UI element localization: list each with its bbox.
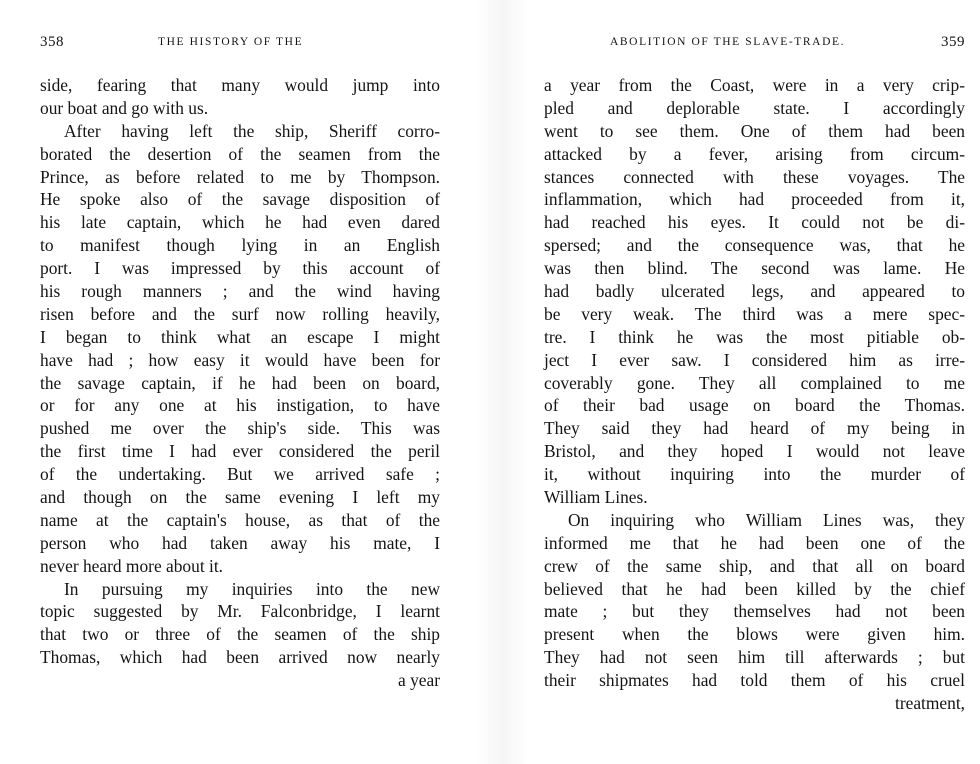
text-line: his late captain, which he had even dared (40, 212, 440, 233)
text-line: person who had taken away his mate, I (40, 532, 440, 553)
text-line: and though on the same evening I left my (40, 487, 440, 508)
text-line: have had ; how easy it would have been for (40, 349, 440, 370)
left-page-number: 358 (40, 34, 64, 50)
text-line: present when the blows were given him. (544, 624, 965, 645)
text-line: port. I was impressed by this account of (40, 258, 440, 279)
text-line: their shipmates had told them of his cruel (544, 670, 965, 691)
text-line: topic suggested by Mr. Falconbridge, I learnt (40, 601, 440, 622)
text-line: risen before and the surf now rolling heavily, (40, 303, 440, 324)
text-line: attacked by a fever, arising from circum- (544, 143, 965, 164)
text-line: They had not seen him till afterwards ; but (544, 647, 965, 668)
text-line: I began to think what an escape I might (40, 326, 440, 347)
right-page-number: 359 (941, 34, 965, 50)
left-page (0, 0, 476, 764)
text-line: was then blind. The second was lame. He (544, 258, 965, 279)
text-line: informed me that he had been one of the (544, 532, 965, 553)
text-line: or for any one at his instigation, to have (40, 395, 440, 416)
text-line: In pursuing my inquiries into the new (64, 578, 440, 599)
text-line: name at the captain's house, as that of the (40, 509, 440, 530)
text-line: borated the desertion of the seamen from the (40, 143, 440, 164)
text-line: never heard more about it. (40, 555, 224, 576)
left-page-text (40, 74, 440, 692)
text-line: pushed me over the ship's side. This was (40, 418, 440, 439)
text-line: On inquiring who William Lines was, they (568, 509, 965, 530)
text-line: Bristol, and they hoped I would not leave (544, 441, 965, 462)
left-page-header (40, 36, 440, 58)
text-line: that two or three of the seamen of the ship (40, 624, 440, 645)
text-line: They said they had heard of my being in (544, 418, 965, 439)
right-page (528, 0, 980, 764)
text-line: spersed; and the consequence was, that he (544, 235, 965, 256)
text-line: our boat and go with us. (40, 97, 209, 118)
text-line: went to see them. One of them had been (544, 120, 965, 141)
catchword: a year (398, 670, 440, 691)
text-line: side, fearing that many would jump into (40, 75, 440, 95)
text-line: He spoke also of the savage disposition of (40, 189, 440, 210)
text-line: William Lines. (544, 487, 648, 508)
text-line: a year from the Coast, were in a very crip- (544, 75, 965, 95)
text-line: ject I ever saw. I considered him as irre- (544, 349, 965, 370)
text-line: crew of the same ship, and that all on board (544, 555, 965, 576)
text-line: to manifest though lying in an English (40, 235, 440, 256)
text-line: of the undertaking. But we arrived safe ; (40, 464, 440, 485)
text-line: believed that he had been killed by the chief (544, 578, 965, 599)
right-page-text (544, 74, 965, 715)
catchword: treatment, (894, 693, 965, 714)
text-line: had reached his eyes. It could not be di- (544, 212, 965, 233)
text-line: the first time I had ever considered the peril (40, 441, 440, 462)
text-line: the savage captain, if he had been on board, (40, 372, 440, 393)
right-running-head: ABOLITION OF THE SLAVE-TRADE. (610, 36, 846, 48)
text-line: inflammation, which had proceeded from it, (544, 189, 965, 210)
left-running-head: THE HISTORY OF THE (158, 36, 304, 48)
text-line: Prince, as before related to me by Thompson. (40, 166, 440, 187)
book-gutter (476, 0, 528, 764)
right-page-header (610, 36, 965, 58)
text-line: of their bad usage on board the Thomas. (544, 395, 965, 416)
text-line: be very weak. The third was a mere spec- (544, 303, 965, 324)
text-line: tre. I think he was the most pitiable ob- (544, 326, 965, 347)
text-line: Thomas, which had been arrived now nearly (40, 647, 440, 668)
text-line: had badly ulcerated legs, and appeared to (544, 281, 965, 302)
text-line: coverably gone. They all complained to me (544, 372, 965, 393)
text-line: pled and deplorable state. I accordingly (544, 97, 965, 118)
text-line: stances connected with these voyages. The (544, 166, 965, 187)
text-line: mate ; but they themselves had not been (544, 601, 965, 622)
text-line: his rough manners ; and the wind having (40, 281, 440, 302)
text-line: After having left the ship, Sheriff corro- (64, 120, 440, 141)
text-line: it, without inquiring into the murder of (544, 464, 965, 485)
